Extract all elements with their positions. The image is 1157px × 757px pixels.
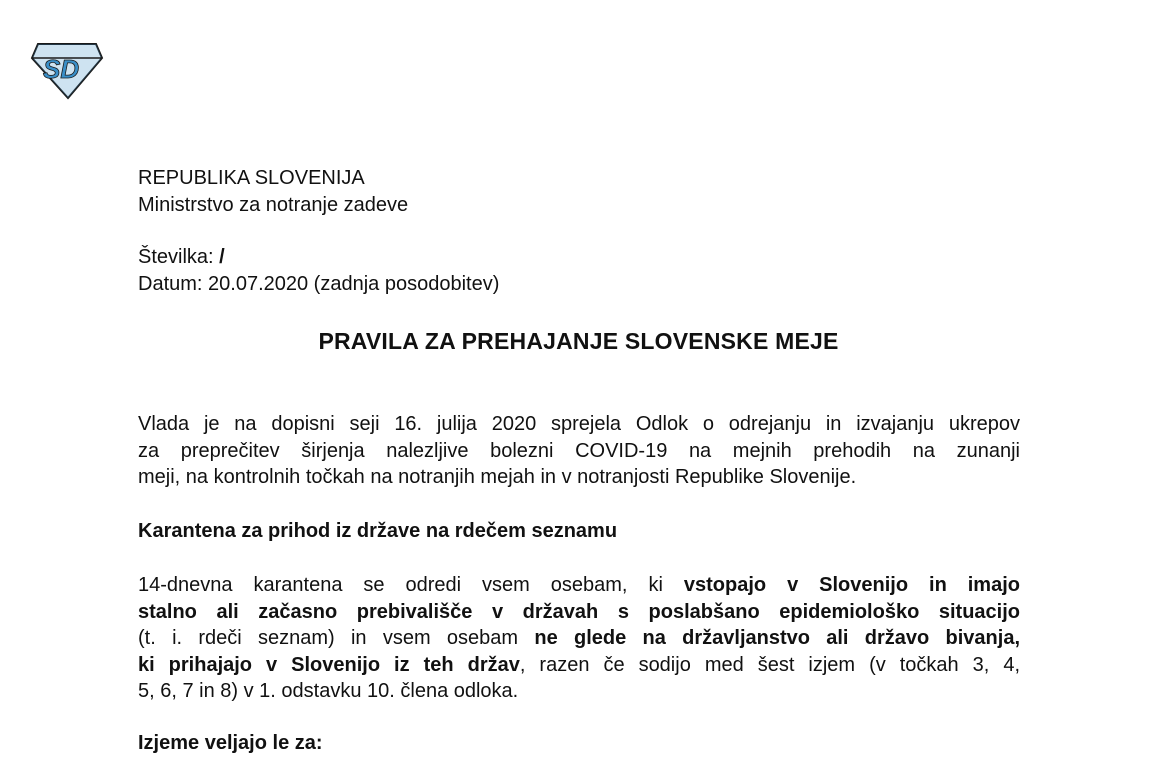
intro-line-1: Vlada je na dopisni seji 16. julija 2020 sprejela Odlok o odrejanju in izvajanju ukrepov (138, 413, 1020, 435)
text-run: (t. i. rdeči seznam) in vsem osebam (138, 627, 519, 649)
bold-run: ne glede na državljanstvo ali državo bivanja, (534, 627, 1021, 649)
quarantine-line-1 (138, 572, 1020, 599)
document-number (138, 244, 1020, 271)
document-meta (138, 244, 1020, 297)
text-run: , razen če sodijo med šest izjem (v točkah 3, 4, (519, 653, 1021, 676)
quarantine-line-4 (138, 652, 1020, 679)
document-date: Datum: 20.07.2020 (zadnja posodobitev) (138, 272, 500, 295)
exceptions-intro: Izjeme veljajo le za: (138, 732, 323, 754)
header-ministry: Ministrstvo za notranje zadeve (138, 193, 409, 216)
quarantine-paragraph (138, 572, 1020, 705)
quarantine-line-5: 5, 6, 7 in 8) v 1. odstavku 10. člena odloka. (138, 680, 519, 702)
number-label: Številka: (138, 246, 214, 268)
sd-diamond-logo-icon (30, 40, 106, 100)
ministry-logo (30, 40, 106, 100)
header-country: REPUBLIKA SLOVENIJA (138, 167, 365, 189)
text-run: 14-dnevna karantena se odredi vsem osebam, ki (138, 574, 663, 596)
quarantine-line-2: stalno ali začasno prebivališče v državah s poslabšano epidemiološko situacijo (138, 600, 1020, 623)
bold-run: vstopajo v Slovenijo in imajo (683, 574, 1020, 596)
intro-line-2: za preprečitev širjenja nalezljive bolezni COVID-19 na mejnih prehodih na zunanji (138, 439, 1020, 462)
bold-run: ki prihajajo v Slovenijo iz teh držav (138, 653, 520, 676)
logo-letters: SD (43, 54, 80, 84)
document-title: PRAVILA ZA PREHAJANJE SLOVENSKE MEJE (318, 328, 839, 354)
document-header (138, 165, 1020, 218)
intro-line-3: meji, na kontrolnih točkah na notranjih mejah in v notranjosti Republike Slovenije. (138, 466, 857, 488)
quarantine-line-3 (138, 625, 1020, 652)
intro-paragraph (138, 411, 1020, 491)
section-heading: Karantena za prihod iz države na rdečem seznamu (138, 520, 618, 542)
number-value: / (219, 246, 225, 268)
